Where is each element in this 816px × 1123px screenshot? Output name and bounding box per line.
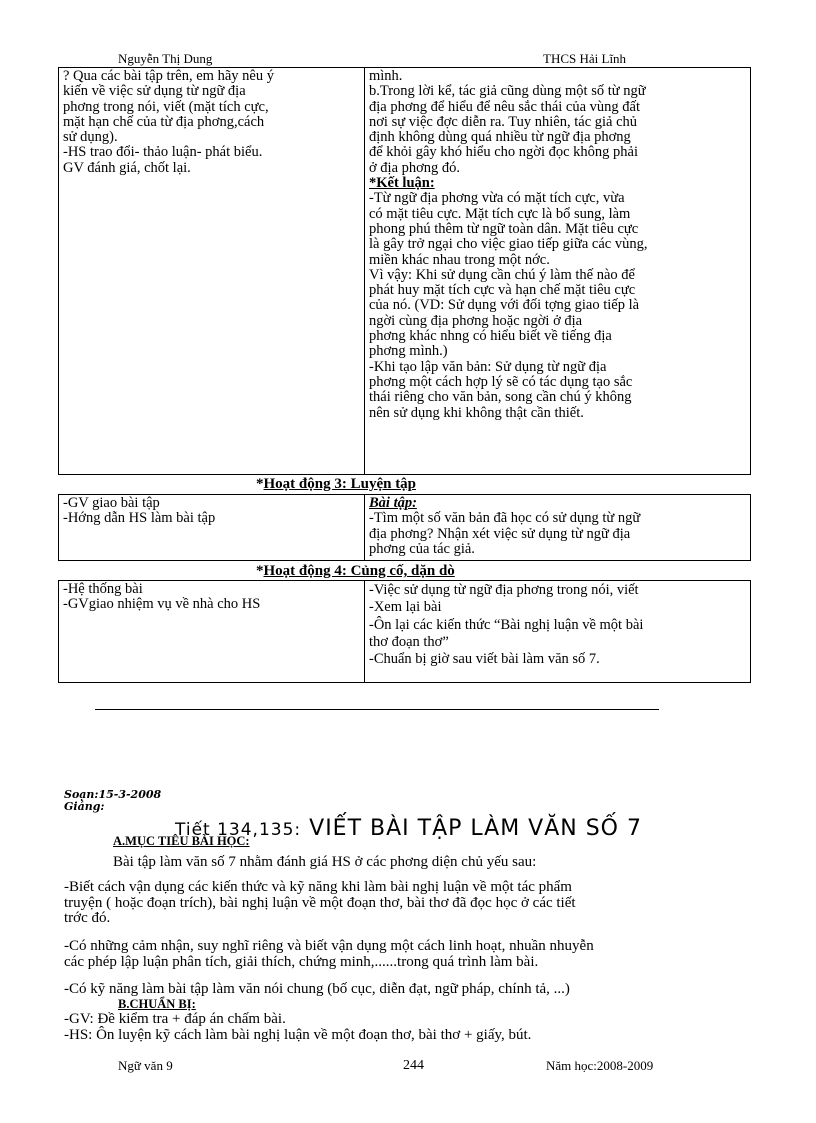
assignment-title: VIẾT BÀI TẬP LÀM VĂN SỐ 7 — [309, 816, 642, 841]
exercise-cell — [365, 495, 751, 561]
page-number: 244 — [403, 1058, 424, 1073]
text-line: trớc đó. — [64, 910, 111, 926]
section-divider — [95, 709, 659, 710]
exercise-label: Bài tập: — [369, 495, 417, 511]
heading-star: * — [256, 563, 264, 579]
teacher-activity-cell — [59, 495, 365, 561]
heading-text: Hoạt động 4: Củng cố, dặn dò — [263, 563, 455, 579]
teacher-student-activity-cell — [59, 68, 365, 475]
text-line: địa phơng để hiểu để nêu sắc thái của vùng đất — [369, 98, 640, 115]
conclusion-label: *Kết luận: — [369, 175, 435, 192]
text-line: phong phú thêm từ ngữ toàn dân. Mặt tiêu cực — [369, 220, 639, 237]
period-number: Tiết 134,135: — [175, 820, 302, 840]
objective-2 — [64, 939, 754, 970]
text-line: -Ôn lại các kiến thức “Bài nghị luận về một bài — [369, 616, 644, 633]
text-line: -Chuẩn bị giờ sau viết bài làm văn số 7. — [369, 651, 600, 668]
text-line: -Hệ thống bài — [63, 581, 143, 597]
heading-text: Hoạt động 3: Luyện tập — [263, 476, 417, 492]
discussion-table — [58, 67, 751, 475]
text-line: -GV giao bài tập — [63, 495, 160, 511]
text-line: có mặt tiêu cực. Mặt tích cực là bổ sung, làm — [369, 205, 631, 222]
text-line: địa phơng? Nhận xét việc sử dụng từ ngữ địa — [369, 525, 631, 542]
text-line: phơng của tác giả. — [369, 540, 475, 557]
text-line: truyện ( hoặc đoạn trích), bài nghị luận về một đoạn thơ, bài thơ đã đọc học ở các tiết — [64, 894, 576, 911]
text-line: phát huy mặt tích cực và hạn chế mặt tiêu cực — [369, 282, 636, 299]
text-line: ở địa phơng đó. — [369, 159, 461, 176]
text-line: b.Trong lời kể, tác giả cũng dùng một số từ ngữ — [369, 83, 646, 100]
teacher-activity-cell — [59, 581, 365, 683]
preparation-list — [64, 1012, 531, 1043]
text-line: -Việc sử dụng từ ngữ địa phơng trong nói, viết — [369, 582, 639, 598]
text-line: -Tìm một số văn bản đã học có sử dụng từ ngữ — [369, 510, 641, 527]
activity-3-heading — [256, 476, 416, 493]
text-line: ? Qua các bài tập trên, em hãy nêu ý — [63, 68, 274, 84]
text-line: là gây trở ngại cho việc giao tiếp giữa các vùng, — [369, 236, 648, 253]
footer-school-year: Năm học:2008-2009 — [546, 1058, 654, 1073]
content-cell — [365, 68, 751, 475]
text-line: -Xem lại bài — [369, 599, 442, 616]
homework-cell — [365, 581, 751, 683]
practice-table — [58, 494, 751, 561]
text-line: -Có kỹ năng làm bài tập làm văn nói chung (bố cục, diễn đạt, ngữ pháp, chính tả, ...) — [64, 981, 570, 997]
intro-paragraph: Bài tập làm văn số 7 nhằm đánh giá HS ở các phơng diện chủ yếu sau: — [113, 854, 537, 870]
heading-star: * — [256, 476, 264, 492]
section-b-heading: B.CHUẨN BỊ: — [118, 997, 196, 1011]
text-line: -Khi tạo lập văn bản: Sử dụng từ ngữ địa — [369, 358, 607, 375]
text-line: -HS: Ôn luyện kỹ cách làm bài nghị luận về một đoạn thơ, bài thơ + giấy, bút. — [64, 1026, 532, 1043]
header-school: THCS Hải Lĩnh — [543, 51, 627, 66]
text-line: -HS trao đổi- thảo luận- phát biểu. — [63, 144, 263, 161]
text-line: Vì vậy: Khi sử dụng cần chú ý làm thế nào để — [369, 266, 635, 283]
prepared-date: Soạn:15-3-2008 — [64, 788, 162, 801]
text-line: phơng mình.) — [369, 343, 448, 360]
text-line: mình. — [369, 68, 403, 84]
header-author: Nguyễn Thị Dung — [118, 51, 213, 66]
text-line: nên sử dụng khi không thật cần thiết. — [369, 404, 584, 421]
text-line: mặt hạn chế của từ địa phơng,cách — [63, 113, 265, 130]
text-line: -Hớng dẫn HS làm bài tập — [63, 510, 216, 527]
activity-4-heading — [256, 563, 455, 580]
text-line: kiến về việc sử dụng từ ngữ địa — [63, 83, 246, 100]
text-line: miền khác nhau trong một nớc. — [369, 251, 550, 268]
text-line: định không dùng quá nhiều từ ngữ địa phơng — [369, 129, 631, 146]
teaching-date: Giảng: — [64, 800, 105, 813]
text-line: GV đánh giá, chốt lại. — [63, 159, 191, 176]
text-line: ngời cùng địa phơng hoặc ngời ở địa — [369, 312, 583, 329]
text-line: nơi sự việc đợc diễn ra. Tuy nhiên, tác giả chủ — [369, 113, 638, 130]
objective-3 — [64, 982, 754, 998]
section-a-heading: A.MỤC TIÊU BÀI HỌC: — [113, 834, 250, 848]
text-line: -Biết cách vận dụng các kiến thức và kỹ năng khi làm bài nghị luận về một tác phẩm — [64, 879, 572, 895]
text-line: phơng một cách hợp lý sẽ có tác dụng tạo sắc — [369, 373, 633, 390]
text-line: phơng khác nhng có hiểu biết về tiếng địa — [369, 328, 612, 345]
text-line: thái riêng cho văn bản, song cần chú ý không — [369, 389, 632, 406]
text-line: -Từ ngữ địa phơng vừa có mặt tích cực, vừa — [369, 190, 625, 207]
text-line: -Có những cảm nhận, suy nghĩ riêng và biết vận dụng một cách linh hoạt, nhuần nhuyễn — [64, 938, 594, 954]
text-line: phơng trong nói, viết (mặt tích cực, — [63, 98, 269, 115]
text-line: thơ đoạn thơ” — [369, 633, 449, 650]
objective-1 — [64, 880, 754, 927]
text-line: -GV: Đề kiểm tra + đáp án chấm bài. — [64, 1011, 286, 1027]
text-line: sử dụng). — [63, 129, 118, 146]
text-line: các phép lập luận phân tích, giải thích, chứng minh,......trong quá trình làm bài. — [64, 953, 539, 970]
text-line: -GVgiao nhiệm vụ về nhà cho HS — [63, 596, 261, 613]
text-line: để khỏi gây khó hiểu cho ngời đọc không phải — [369, 144, 639, 161]
consolidation-table — [58, 580, 751, 683]
footer-subject: Ngữ văn 9 — [118, 1058, 173, 1073]
text-line: của nó. (VD: Sử dụng với đối tợng giao tiếp là — [369, 297, 640, 314]
